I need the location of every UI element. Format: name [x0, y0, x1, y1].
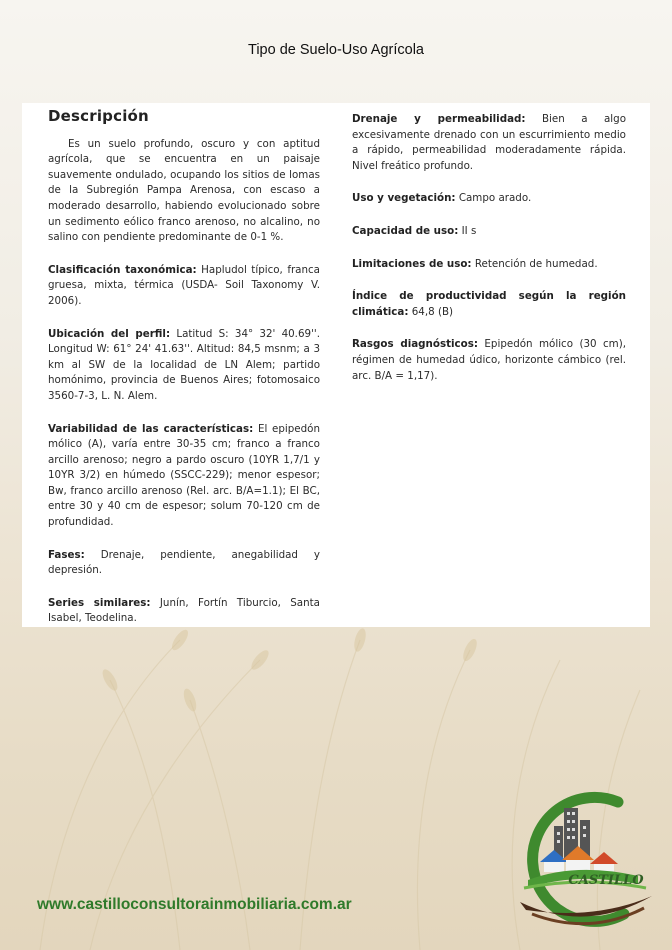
description-heading: Descripción — [48, 107, 149, 125]
section-text: Retención de humedad. — [474, 257, 598, 270]
section-label: Uso y vegetación: — [352, 192, 456, 205]
soil-description-card — [22, 103, 650, 627]
right-column — [352, 103, 626, 384]
section-label: Drenaje y permeabilidad: — [352, 113, 526, 125]
section-text: Campo arado. — [458, 192, 532, 205]
section-label: Limitaciones de uso: — [352, 257, 472, 270]
section-label: Clasificación taxonómica: — [48, 263, 197, 276]
section-text: Bien a algo excesivamente drenado con un escurrimiento medio a rápido, permeabilidad moderadamente rápida. Nivel freático profundo. — [352, 113, 626, 172]
page-title: Tipo de Suelo-Uso Agrícola — [248, 42, 424, 58]
section-label: Índice de productividad según la región climática: — [352, 290, 626, 318]
section-clasificacion — [48, 263, 320, 310]
section-limitaciones — [352, 257, 626, 273]
footer-website-link[interactable]: www.castilloconsultorainmobiliaria.com.ar — [37, 896, 352, 913]
description-intro: Es un suelo profundo, oscuro y con aptitud agrícola, que se encuentra en un paisaje suavemente ondulado, ocupando los sitios de lomas de la Subregión Pampa Arenosa, con escaso a moderado desarrollo, habiendo evolucionado sobre un sedimento eólico franco arenoso, no alcalino, no salino con pendiente predominante de 0-1 %. — [48, 137, 320, 244]
section-series-similares — [48, 596, 320, 627]
section-label: Rasgos diagnósticos: — [352, 338, 478, 351]
section-ubicacion — [48, 327, 320, 405]
section-fases — [48, 548, 320, 579]
section-uso-vegetacion — [352, 191, 626, 207]
logo-text: CASTILLO — [568, 873, 644, 888]
section-text: II s — [461, 224, 477, 237]
section-text: Drenaje, pendiente, anegabilidad y depresión. — [48, 548, 320, 577]
section-drenaje — [352, 112, 626, 174]
section-variabilidad — [48, 422, 320, 531]
section-label: Fases: — [48, 548, 85, 561]
section-text: Epipedón mólico (30 cm), régimen de humedad údico, horizonte cámbico (rel. arc. B/A = 1,17). — [352, 338, 626, 382]
section-label: Variabilidad de las características: — [48, 422, 254, 435]
section-capacidad-uso — [352, 224, 626, 240]
section-text: 64,8 (B) — [411, 305, 454, 318]
section-text: Junín, Fortín Tiburcio, Santa Isabel, Teodelina. — [48, 596, 320, 625]
section-text: El epipedón mólico (A), varía entre 30-35 cm; franco a franco arcillo arenoso; negro a pardo oscuro (10YR 1,7/1 y 10YR 3/2) en húmedo (SSCC-229); menor espesor; Bw, franco arcillo arenoso (Rel. arc. B/A=1.1); El BC, entre 30 y 40 cm de espesor; solum 70-120 cm de profundidad. — [48, 422, 320, 529]
section-label: Series similares: — [48, 596, 151, 609]
section-label: Capacidad de uso: — [352, 224, 459, 237]
section-rasgos-diagnosticos — [352, 337, 626, 384]
castillo-logo-icon — [506, 784, 658, 934]
section-text: Hapludol típico, franca gruesa, mixta, térmica (USDA- Soil Taxonomy V. 2006). — [48, 263, 320, 307]
left-column — [48, 103, 320, 627]
section-indice-productividad — [352, 289, 626, 320]
section-text: Latitud S: 34° 32' 40.69''. Longitud W: 61° 24' 41.63''. Altitud: 84,5 msnm; a 3 km al SW de la localidad de LN Alem; partido homónimo, provincia de Buenos Aires; fotomosaico 3560-7-3, L. N. Alem. — [48, 327, 320, 402]
section-label: Ubicación del perfil: — [48, 327, 171, 340]
